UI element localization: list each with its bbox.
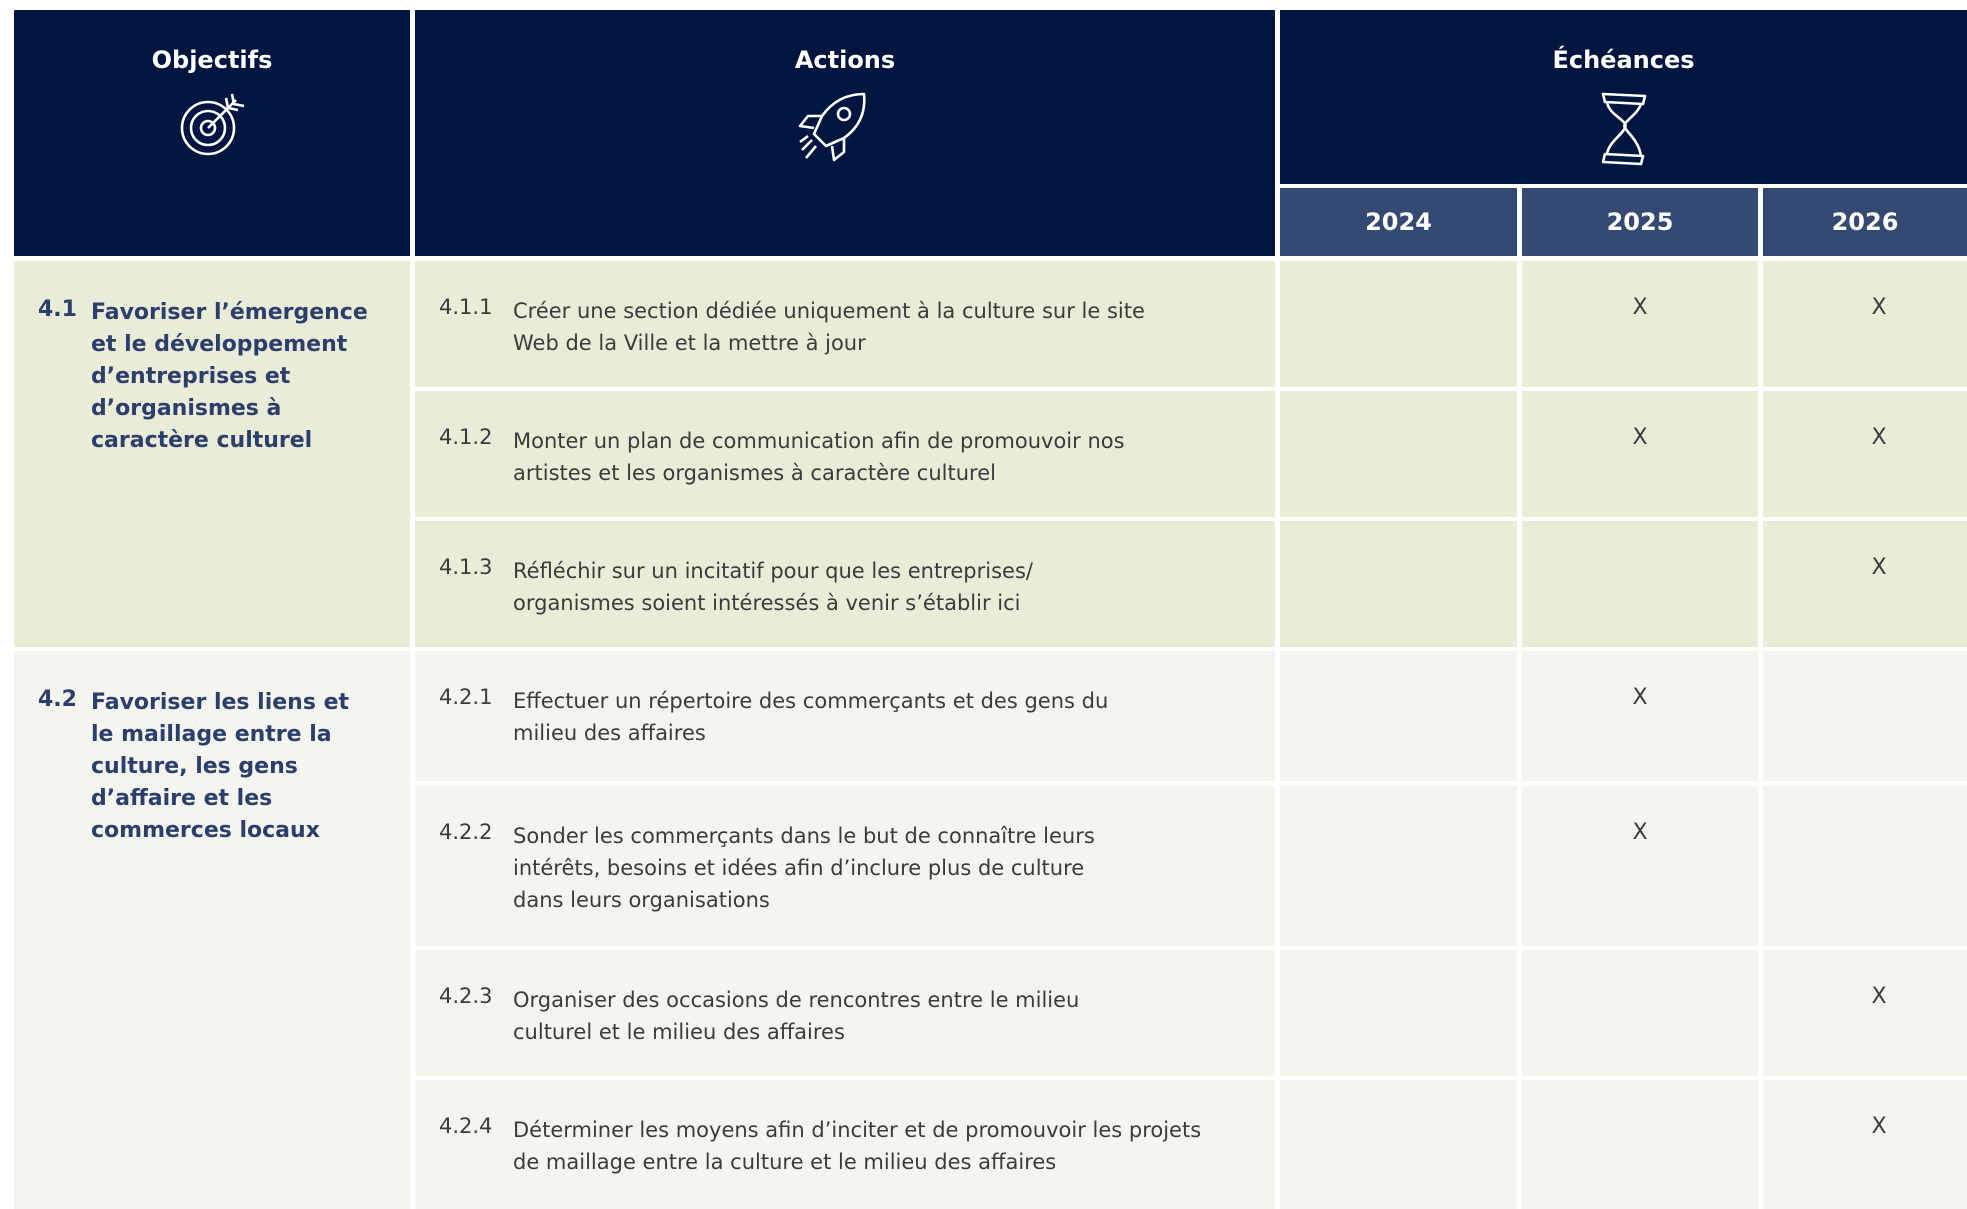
table-row	[415, 1080, 1967, 1209]
objective-text: Favoriser l’émergence et le développement d’entreprises et d’organismes à caractère culturel	[91, 300, 368, 453]
year-cell-2024	[1280, 261, 1517, 387]
objective-text: Favoriser les liens et le maillage entre la culture, les gens d’affaire et les commerces locaux	[91, 690, 350, 843]
year-cell-2024	[1280, 391, 1517, 517]
year-cell-2025	[1522, 521, 1758, 647]
year-cell-2025	[1522, 950, 1758, 1076]
action-number: 4.1.3	[439, 555, 493, 579]
deadlines-title: Échéances	[1552, 46, 1695, 74]
target-icon	[178, 90, 246, 162]
objective-cell	[14, 651, 410, 1209]
objectives-title: Objectifs	[151, 46, 273, 74]
action-number: 4.2.1	[439, 685, 493, 709]
table-row	[415, 950, 1967, 1076]
year-cell-2026	[1763, 651, 1967, 781]
action-number: 4.2.2	[439, 820, 493, 844]
action-cell	[415, 391, 1275, 517]
objective-number: 4.2	[38, 687, 77, 712]
year-cell-2024	[1280, 651, 1517, 781]
action-plan-table	[14, 10, 1967, 1174]
action-text: Effectuer un répertoire des commerçants et des gens du milieu des affaires	[513, 689, 1109, 745]
year-cell-2024	[1280, 786, 1517, 946]
table-row	[415, 261, 1967, 387]
year-cell-2025: X	[1522, 391, 1758, 517]
table-row	[415, 391, 1967, 517]
actions-header	[415, 10, 1275, 256]
year-header-2025: 2025	[1522, 188, 1758, 256]
action-cell	[415, 950, 1275, 1076]
rocket-icon	[796, 90, 870, 168]
table-row	[415, 786, 1967, 946]
action-number: 4.2.4	[439, 1114, 493, 1138]
year-cell-2025: X	[1522, 261, 1758, 387]
action-text: Monter un plan de communication afin de promouvoir nos artistes et les organismes à caractère culturel	[513, 429, 1125, 485]
action-cell	[415, 651, 1275, 781]
action-number: 4.2.3	[439, 984, 493, 1008]
year-cell-2026: X	[1763, 261, 1967, 387]
year-cell-2025: X	[1522, 786, 1758, 946]
action-cell	[415, 1080, 1275, 1209]
year-cell-2026: X	[1763, 1080, 1967, 1209]
objective-cell	[14, 261, 410, 647]
deadlines-header	[1280, 10, 1967, 184]
action-number: 4.1.2	[439, 425, 493, 449]
year-cell-2025	[1522, 1080, 1758, 1209]
table-header	[14, 10, 1967, 258]
actions-title: Actions	[794, 46, 896, 74]
objective-group-4-2	[14, 651, 1967, 1209]
year-cell-2025: X	[1522, 651, 1758, 781]
year-cell-2024	[1280, 950, 1517, 1076]
hourglass-icon	[1595, 90, 1653, 170]
year-header-2024: 2024	[1280, 188, 1517, 256]
year-cell-2024	[1280, 521, 1517, 647]
action-cell	[415, 786, 1275, 946]
action-text: Organiser des occasions de rencontres entre le milieu culturel et le milieu des affaires	[513, 988, 1080, 1044]
objective-number: 4.1	[38, 297, 77, 322]
year-cell-2026: X	[1763, 950, 1967, 1076]
action-cell	[415, 521, 1275, 647]
action-text: Déterminer les moyens afin d’inciter et de promouvoir les projets de maillage entre la culture et le milieu des affaires	[513, 1118, 1202, 1174]
table-row	[415, 521, 1967, 647]
action-cell	[415, 261, 1275, 387]
action-text: Sonder les commerçants dans le but de connaître leurs intérêts, besoins et idées afin d’inclure plus de culture dans leurs organisations	[513, 824, 1095, 912]
action-number: 4.1.1	[439, 295, 493, 319]
objectives-header	[14, 10, 410, 256]
year-cell-2024	[1280, 1080, 1517, 1209]
year-header-2026: 2026	[1763, 188, 1967, 256]
year-cell-2026	[1763, 786, 1967, 946]
year-cell-2026: X	[1763, 391, 1967, 517]
table-row	[415, 651, 1967, 781]
action-text: Réfléchir sur un incitatif pour que les entreprises/ organismes soient intéressés à venir s’établir ici	[513, 559, 1033, 615]
action-text: Créer une section dédiée uniquement à la culture sur le site Web de la Ville et la mettre à jour	[513, 299, 1145, 355]
year-cell-2026: X	[1763, 521, 1967, 647]
objective-group-4-1	[14, 261, 1967, 647]
